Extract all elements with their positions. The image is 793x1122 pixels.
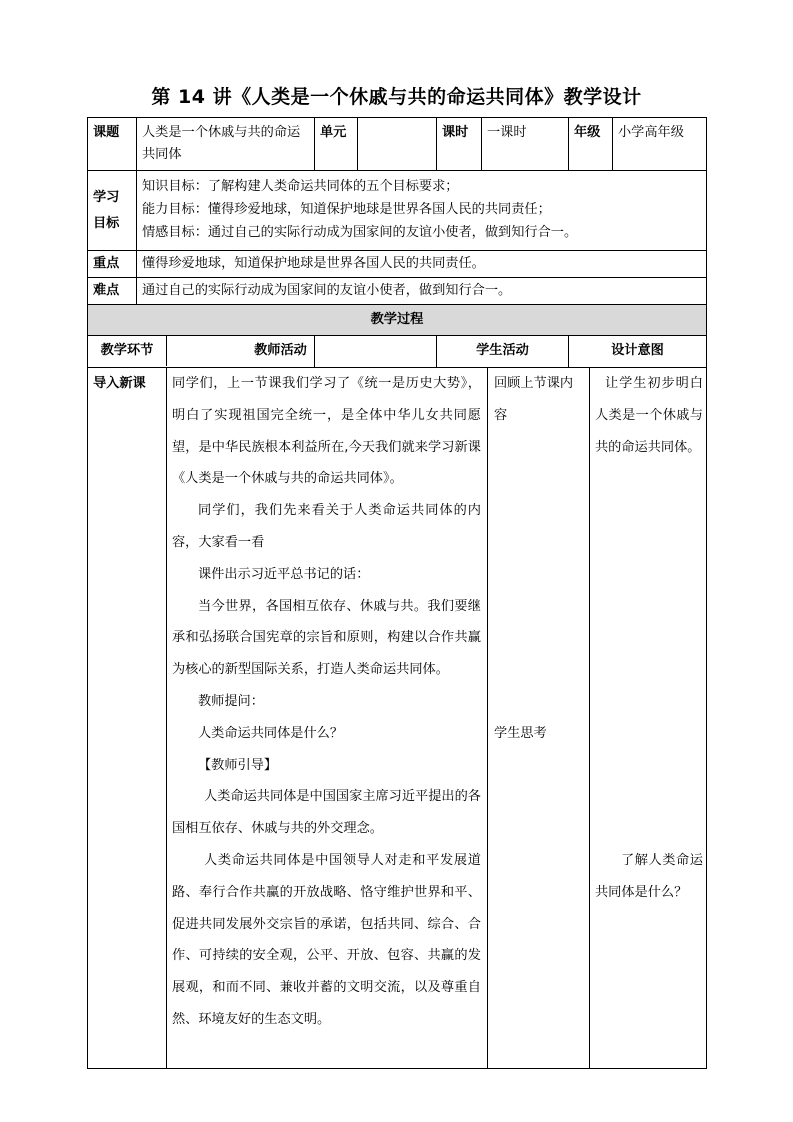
difficulty-text: 通过自己的实际行动成为国家间的友谊小使者，做到知行合一。: [137, 278, 707, 305]
goals-content: [137, 171, 707, 251]
key-point-row: [88, 251, 707, 278]
period-value: 一课时: [482, 118, 569, 171]
intro-cell-group: [88, 368, 707, 1069]
intent-column-header: 设计意图: [569, 336, 707, 368]
student-activity-1: 回顾上节课内容: [494, 376, 574, 423]
topic-label: 课题: [88, 118, 137, 171]
header-row: [88, 118, 707, 171]
teacher-paragraph: 当今世界，各国相互依存、休戚与共。我们要继承和弘扬联合国宪章的宗旨和原则，构建以合作共赢为核心的新型国际关系，打造人类命运共同体。: [172, 598, 481, 678]
difficulty-row: [88, 278, 707, 305]
unit-label: 单元: [315, 118, 358, 171]
student-column-header: 学生活动: [437, 336, 569, 368]
unit-value: [358, 118, 437, 171]
teacher-paragraph: 人类命运共同体是中国国家主席习近平提出的各国相互依存、休戚与共的外交理念。: [172, 789, 481, 837]
teacher-activity: [172, 368, 481, 1036]
teacher-paragraph: 人类命运共同体是什么？: [198, 725, 344, 741]
teacher-column-extension: [315, 336, 437, 368]
goals-row: [88, 171, 707, 251]
teacher-paragraph: 教师提问：: [198, 693, 264, 709]
topic-value: 人类是一个休戚与共的命运共同体: [137, 118, 315, 171]
stage-header-label: 教学环节: [88, 336, 167, 366]
design-intent-1: 让学生初步明白人类是一个休戚与共的命运共同体。: [595, 376, 703, 455]
page-title: 第 14 讲《人类是一个休戚与共的命运共同体》教学设计: [151, 86, 642, 108]
teacher-paragraph: 【教师引导】: [198, 757, 278, 773]
process-heading-row: [88, 305, 707, 336]
teacher-paragraph: 同学们，上一节课我们学习了《统一是历史大势》，明白了实现祖国完全统一，是全体中华儿女共同愿望，是中华民族根本利益所在,今天我们就来学习新课《人类是一个休戚与共的命运共同体》。: [172, 376, 481, 487]
difficulty-label: 难点: [88, 278, 137, 305]
process-columns-row: [88, 336, 707, 368]
stage-column-header: [88, 336, 315, 368]
knowledge-goal: 知识目标：了解构建人类命运共同体的五个目标要求；: [142, 179, 459, 194]
ability-goal: 能力目标：懂得珍爱地球，知道保护地球是世界各国人民的共同责任；: [142, 202, 551, 217]
design-intent-2: 了解人类命运共同体是什么？: [595, 853, 703, 900]
grade-value: 小学高年级: [613, 118, 707, 171]
teacher-header-label: 教师活动: [254, 343, 307, 358]
key-point-label: 重点: [88, 251, 137, 278]
grade-label: 年级: [569, 118, 613, 171]
process-heading: 教学过程: [88, 305, 707, 336]
period-label: 课时: [437, 118, 482, 171]
teacher-paragraph: 人类命运共同体是中国领导人对走和平发展道路、奉行合作共赢的开放战略、恪守维护世界和平、促进共同发展外交宗旨的承诺，包括共同、综合、合作、可持续的安全观，公平、开放、包容、共赢的发展观，和而不同、兼收并蓄的文明交流，以及尊重自然、环境友好的生态文明。: [172, 852, 481, 1027]
emotion-goal: 情感目标：通过自己的实际行动成为国家间的友谊小使者，做到知行合一。: [142, 225, 578, 240]
intro-row: [88, 368, 707, 1069]
teacher-paragraph: 课件出示习近平总书记的话：: [198, 566, 370, 582]
intro-stage: 导入新课: [93, 376, 146, 391]
teacher-paragraph: 同学们，我们先来看关于人类命运共同体的内容，大家看一看: [172, 503, 481, 550]
lesson-plan-table: [87, 117, 707, 1069]
goals-label: 学习目标: [88, 171, 137, 251]
student-activity-2: 学生思考: [494, 726, 547, 741]
key-point-text: 懂得珍爱地球，知道保护地球是世界各国人民的共同责任。: [137, 251, 707, 278]
